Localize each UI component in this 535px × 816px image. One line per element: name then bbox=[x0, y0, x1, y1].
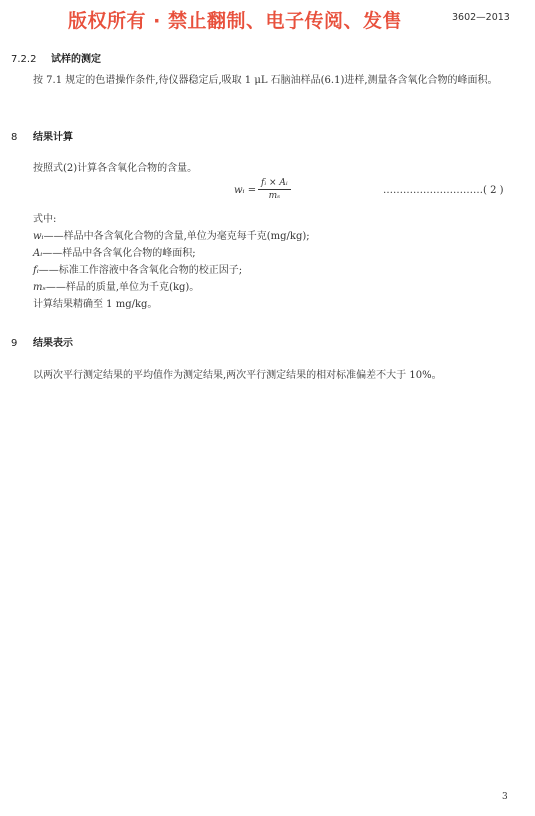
formula-denominator: mₛ bbox=[268, 191, 281, 201]
definition-item bbox=[33, 279, 199, 296]
definition-item bbox=[33, 245, 196, 262]
section-8-heading bbox=[11, 128, 73, 143]
formula-number bbox=[383, 185, 504, 196]
section-9-heading bbox=[11, 334, 73, 349]
formula-dots: ………………………… bbox=[383, 185, 483, 196]
standard-number: 3602—2013 bbox=[452, 12, 510, 23]
formula-numerator: fᵢ × Aᵢ bbox=[258, 178, 291, 190]
definition-symbol: mₛ bbox=[33, 282, 46, 293]
precision-note: 计算结果精确至 1 mg/kg。 bbox=[33, 299, 158, 310]
definition-symbol: fᵢ bbox=[33, 265, 39, 276]
section-722-paragraph: 按 7.1 规定的色谱操作条件,待仪器稳定后,吸取 1 μL 石脑油样品(6.1)进样,测量各含氧化合物的峰面积。 bbox=[33, 75, 498, 86]
definition-item bbox=[33, 262, 242, 279]
section-8-intro: 按照式(2)计算各含氧化合物的含量。 bbox=[33, 163, 198, 174]
definition-item bbox=[33, 228, 310, 245]
definition-text: ——标准工作溶液中各含氧化合物的校正因子; bbox=[38, 265, 243, 276]
formula-fraction bbox=[258, 178, 291, 201]
page-number: 3 bbox=[502, 792, 508, 802]
section-722-heading bbox=[11, 50, 101, 65]
section-9-number: 9 bbox=[11, 338, 18, 349]
section-8-number: 8 bbox=[11, 132, 18, 143]
section-8-title: 结果计算 bbox=[33, 132, 73, 143]
definition-text: ——样品中各含氧化合物的峰面积; bbox=[42, 248, 196, 259]
definition-symbol: wᵢ bbox=[33, 231, 44, 242]
section-9-paragraph: 以两次平行测定结果的平均值作为测定结果,两次平行测定结果的相对标准偏差不大于 10%。 bbox=[33, 370, 442, 381]
formula-lhs: wᵢ = bbox=[234, 185, 257, 196]
formula-label: ( 2 ) bbox=[483, 185, 504, 196]
definition-symbol: Aᵢ bbox=[33, 248, 43, 259]
where-label: 式中: bbox=[33, 214, 57, 225]
section-722-number: 7.2.2 bbox=[11, 54, 37, 65]
definition-text: ——样品的质量,单位为千克(kg)。 bbox=[45, 282, 200, 293]
definition-text: ——样品中各含氧化合物的含量,单位为毫克每千克(mg/kg); bbox=[43, 231, 310, 242]
section-722-title: 试样的测定 bbox=[51, 54, 101, 65]
section-9-title: 结果表示 bbox=[33, 338, 73, 349]
copyright-watermark: 版权所有 · 禁止翻制、电子传阅、发售 bbox=[68, 10, 402, 32]
